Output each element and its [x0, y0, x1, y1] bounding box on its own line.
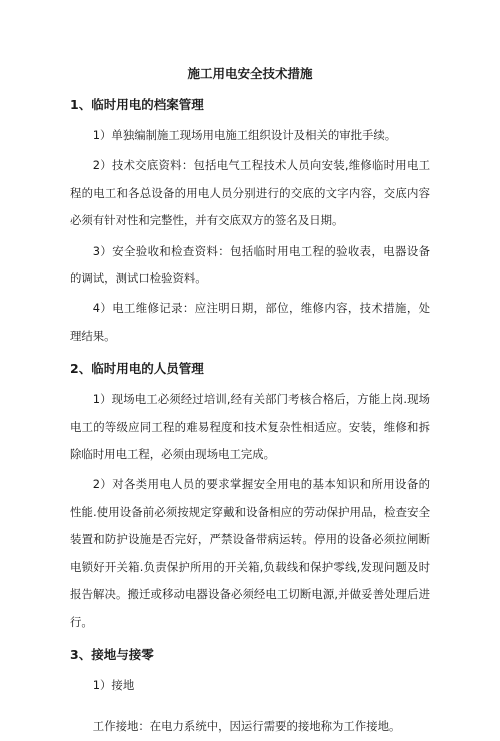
section-archive-management: [70, 94, 430, 350]
paragraph: 1）单独编制施工现场用电施工组织设计及相关的审批手续。: [92, 128, 397, 142]
section-grounding: [70, 644, 430, 741]
paragraph: 1）现场电工必须经过培训,经有关部门考核合格后，方能上岗.现场电工的等级应同工程的难易程度和技术复杂性相适应。安装，维修和拆除临时用电工程，必须由现场电工完成。: [70, 392, 430, 462]
paragraph: 2）技术交底资料：包括电气工程技术人员向安装,维修临时用电工程的电工和各总设备的用电人员分别进行的交底的文字内容，交底内容必须有针对性和完整性，并有交底双方的签名及日期。: [70, 158, 430, 228]
paragraph: 3）安全验收和检查资料：包括临时用电工程的验收表，电器设备的调试，测试口检验资料。: [70, 243, 430, 286]
paragraph: 1）接地: [92, 677, 135, 692]
section-heading: 2、临时用电的人员管理: [70, 361, 204, 377]
paragraph: 2）对各类用电人员的要求掌握安全用电的基本知识和所用设备的性能.使用设备前必须按规定穿戴和设备相应的劳动保护用品，检查安全装置和防护设施是否完好，严禁设备带病运转。停用的设备必须拉闸断电锁好开关箱.负责保护所用的开关箱,负载线和保护零线,发现问题及时报告解决。搬迁或移动电器设备必须经电工切断电源,并做妥善处理后进行。: [70, 477, 430, 629]
paragraph: 工作接地：在电力系统中，因运行需要的接地称为工作接地。: [92, 719, 401, 734]
document-title: 施工用电安全技术措施: [187, 66, 313, 81]
section-heading: 3、接地与接零: [70, 646, 154, 662]
paragraph: 4）电工维修记录：应注明日期，部位，维修内容，技术措施，处理结果。: [70, 301, 430, 343]
section-personnel-management: [70, 358, 430, 636]
section-heading: 1、临时用电的档案管理: [70, 97, 204, 112]
